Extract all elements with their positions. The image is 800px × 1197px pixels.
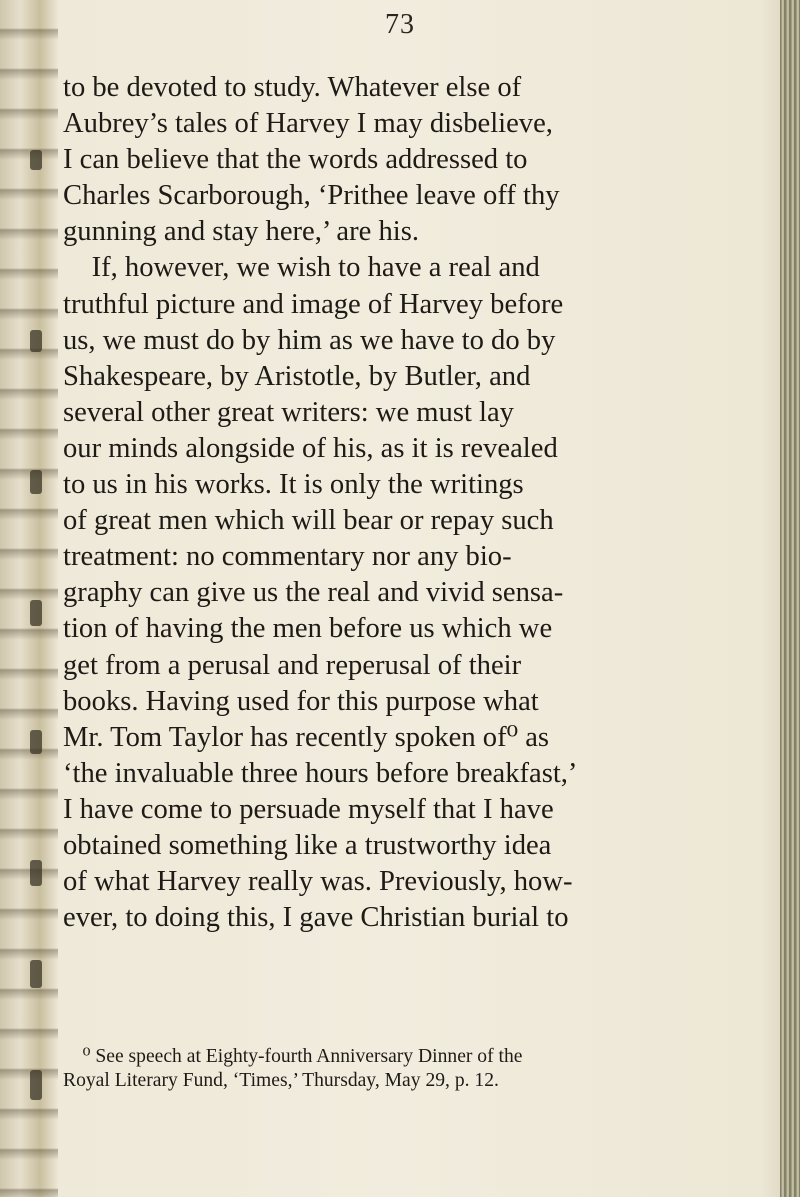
text-line: tion of having the men before us which we (63, 613, 553, 645)
binding-mark (30, 600, 42, 626)
text-line: our minds alongside of his, as it is revealed (63, 432, 558, 464)
footnote-line: ⁰ See speech at Eighty-fourth Anniversary Dinner of the (63, 1046, 523, 1067)
page-number: 73 (385, 9, 415, 40)
text-line: gunning and stay here,’ are his. (63, 216, 419, 248)
text-line: books. Having used for this purpose what (63, 685, 539, 717)
body-text (63, 70, 753, 936)
text-line: truthful picture and image of Harvey before (63, 288, 564, 320)
binding-mark (30, 330, 42, 352)
binding-mark (30, 1070, 42, 1100)
text-line: ‘the invaluable three hours before breakfast,’ (63, 757, 578, 789)
text-line: of what Harvey really was. Previously, how- (63, 866, 573, 898)
text-line: Shakespeare, by Aristotle, by Butler, and (63, 360, 531, 392)
binding-mark (30, 960, 42, 988)
text-line: Mr. Tom Taylor has recently spoken of⁰ as (63, 721, 550, 753)
text-line: to be devoted to study. Whatever else of (63, 72, 522, 103)
text-line: to us in his works. It is only the writings (63, 469, 524, 501)
binding-mark (30, 730, 42, 754)
binding-mark (30, 150, 42, 170)
binding-mark (30, 470, 42, 494)
text-line: us, we must do by him as we have to do by (63, 324, 556, 356)
text-line: of great men which will bear or repay such (63, 505, 554, 537)
text-line: get from a perusal and reperusal of their (63, 649, 522, 681)
footnote-line: Royal Literary Fund, ‘Times,’ Thursday, May 29, p. 12. (63, 1070, 499, 1091)
text-line: ever, to doing this, I gave Christian burial to (63, 902, 569, 934)
text-line: I have come to persuade myself that I have (63, 793, 554, 825)
binding-gutter (0, 0, 58, 1197)
text-line: If, however, we wish to have a real and (63, 252, 540, 284)
footnote (63, 1045, 753, 1093)
text-line: treatment: no commentary nor any bio- (63, 541, 512, 573)
page-edge (780, 0, 800, 1197)
text-line: Aubrey’s tales of Harvey I may disbelieve, (63, 108, 553, 140)
text-line: graphy can give us the real and vivid sensa- (63, 577, 564, 609)
text-line: Charles Scarborough, ‘Prithee leave off thy (63, 180, 560, 212)
binding-mark (30, 860, 42, 886)
text-line: several other great writers: we must lay (63, 396, 514, 428)
text-line: I can believe that the words addressed to (63, 144, 528, 176)
text-line: obtained something like a trustworthy idea (63, 829, 552, 861)
